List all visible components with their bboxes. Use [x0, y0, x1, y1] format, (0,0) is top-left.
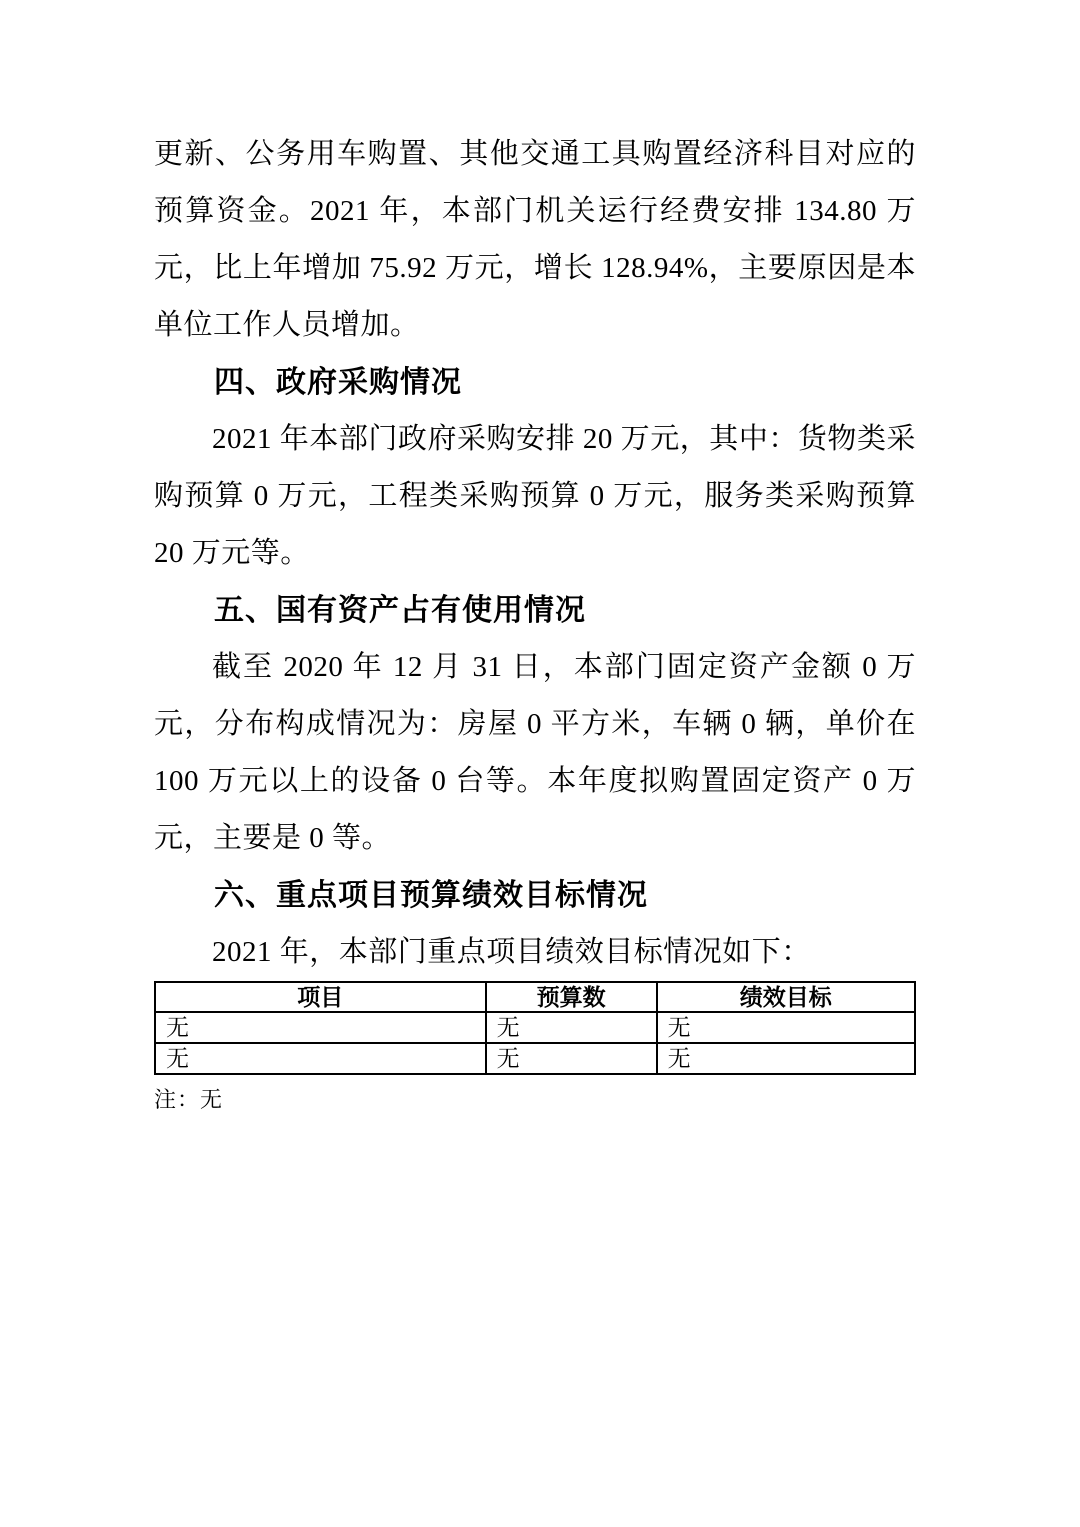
table-row — [155, 1043, 915, 1074]
performance-target-table — [154, 981, 916, 1075]
section-heading-key-project-performance: 六、重点项目预算绩效目标情况 — [214, 879, 648, 912]
table-header-project: 项目 — [155, 982, 486, 1012]
section-paragraph-government-procurement: 2021 年本部门政府采购安排 20 万元，其中：货物类采购预算 0 万元，工程类采购预算 0 万元，服务类采购预算 20 万元等。 — [154, 423, 916, 569]
table-header-row — [155, 982, 915, 1012]
section-paragraph-state-assets: 截至 2020 年 12 月 31 日，本部门固定资产金额 0 万元，分布构成情况为：房屋 0 平方米，车辆 0 辆，单价在 100 万元以上的设备 0 台等。本年度拟购置固定资产 0 万元，主要是 0 等。 — [154, 651, 916, 854]
table-cell-target-2: 无 — [657, 1043, 915, 1074]
page-content — [154, 126, 916, 1113]
section-heading-state-assets: 五、国有资产占有使用情况 — [214, 594, 586, 627]
table-cell-project-1: 无 — [155, 1012, 486, 1043]
table-cell-project-2: 无 — [155, 1043, 486, 1074]
table-cell-target-1: 无 — [657, 1012, 915, 1043]
section-heading-government-procurement: 四、政府采购情况 — [214, 366, 462, 399]
section-paragraph-key-project-performance: 2021 年，本部门重点项目绩效目标情况如下： — [212, 936, 811, 968]
table-row — [155, 1012, 915, 1043]
table-cell-budget-1: 无 — [486, 1012, 657, 1043]
table-note: 注：无 — [154, 1087, 224, 1112]
table-header-performance-target: 绩效目标 — [657, 982, 915, 1012]
table-header-budget-amount: 预算数 — [486, 982, 657, 1012]
intro-paragraph: 更新、公务用车购置、其他交通工具购置经济科目对应的预算资金。2021 年，本部门机关运行经费安排 134.80 万元，比上年增加 75.92 万元，增长 128.94%，主要原因是本单位工作人员增加。 — [154, 138, 916, 341]
table-cell-budget-2: 无 — [486, 1043, 657, 1074]
